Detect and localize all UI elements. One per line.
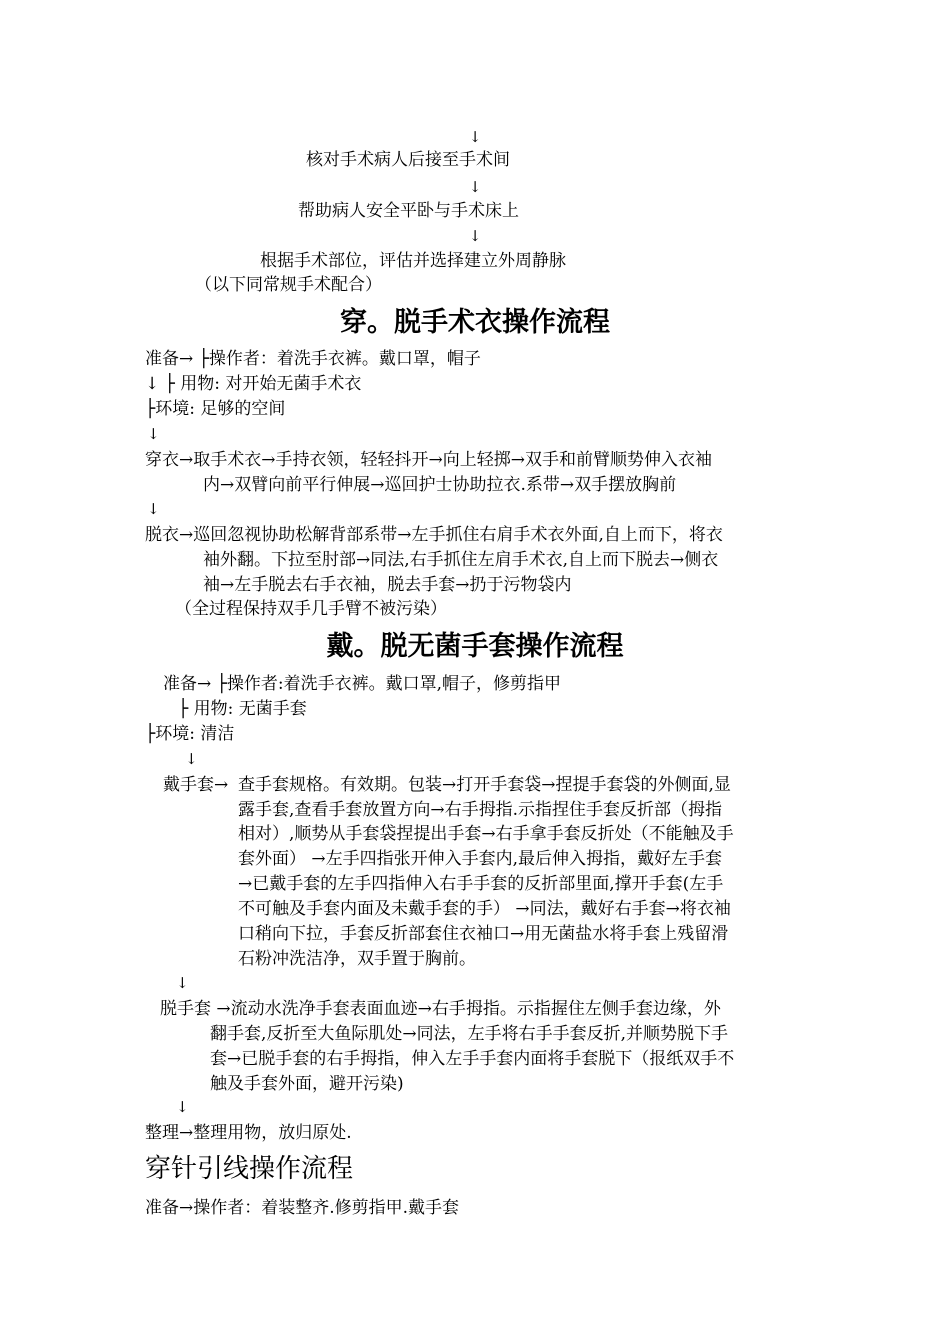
suture-prep-operator: 准备→操作者：着装整齐.修剪指甲.戴手套: [145, 1198, 460, 1218]
gown-don-line-1: 穿衣→取手术衣→手持衣领，轻轻抖开→向上轻掷→双手和前臂顺势伸入衣袖: [145, 450, 712, 470]
gown-doff-line-3: 袖→左手脱去右手衣袖，脱去手套→扔于污物袋内: [203, 575, 572, 595]
gown-prep-environment: ├环境: 足够的空间: [145, 399, 286, 419]
gloves-don-line-3: 相对）,顺势从手套袋捏提出手套→右手拿手套反折处（不能触及手: [238, 824, 734, 844]
flow-note: （以下同常规手术配合）: [195, 275, 382, 295]
flow-arrow: ↓: [147, 425, 160, 443]
gloves-don-line-1: 查手套规格。有效期。包装→打开手套袋→捏提手套袋的外侧面,显: [238, 775, 731, 795]
flow-arrow: ↓: [468, 227, 482, 245]
gloves-don-line-2: 露手套,查看手套放置方向→右手拇指.示指捏住手套反折部（拇指: [238, 800, 723, 820]
flow-step-iv-access: 根据手术部位，评估并选择建立外周静脉: [260, 251, 566, 271]
flow-arrow: ↓: [185, 750, 198, 768]
gown-note: （全过程保持双手几手臂不被污染）: [175, 599, 447, 619]
gown-doff-line-1: 脱衣→巡回忽视协助松解背部系带→左手抓住右肩手术衣外面,自上而下，将衣: [145, 525, 723, 545]
gloves-doff-line-3: 套→已脱手套的右手拇指，伸入左手手套内面将手套脱下（报纸双手不: [210, 1049, 735, 1069]
gloves-don-label: 戴手套→: [163, 775, 229, 795]
gloves-don-line-6: 不可触及手套内面及未戴手套的手） →同法，戴好右手套→将衣袖: [238, 899, 731, 919]
flow-arrow: ↓: [176, 974, 189, 992]
gloves-tidy: 整理→整理用物，放归原处.: [145, 1123, 352, 1143]
gown-prep-operator: 准备→ ├操作者：着洗手衣裤。戴口罩，帽子: [145, 349, 481, 369]
flow-step-position-patient: 帮助病人安全平卧与手术床上: [298, 201, 519, 221]
flow-arrow: ↓: [468, 128, 482, 146]
section-title-gown: 穿。脱手术衣操作流程: [340, 307, 610, 338]
gloves-doff-line-4: 触及手套外面，避开污染): [210, 1074, 404, 1094]
section-title-suture: 穿针引线操作流程: [145, 1154, 354, 1184]
gloves-prep-operator: 准备→ ├操作者:着洗手衣裤。戴口罩,帽子，修剪指甲: [163, 674, 562, 694]
gloves-doff-line-1: 脱手套 →流动水洗净手套表面血迹→右手拇指。示指握住左侧手套边缘，外: [160, 999, 721, 1019]
flow-arrow: ↓: [147, 500, 160, 518]
gloves-don-line-8: 石粉冲洗洁净，双手置于胸前。: [238, 949, 476, 969]
gloves-prep-supplies: ├ 用物: 无菌手套: [178, 699, 307, 719]
gloves-doff-line-2: 翻手套,反折至大鱼际肌处→同法，左手将右手手套反折,并顺势脱下手: [210, 1024, 729, 1044]
gloves-prep-environment: ├环境: 清洁: [145, 724, 235, 744]
gown-doff-line-2: 袖外翻。下拉至肘部→同法,右手抓住左肩手术衣,自上而下脱去→侧衣: [203, 550, 719, 570]
gloves-don-line-5: →已戴手套的左手四指伸入右手手套的反折部里面,撑开手套(左手: [238, 874, 724, 894]
gown-don-line-2: 内→双臂向前平行伸展→巡回护士协助拉衣.系带→双手摆放胸前: [203, 475, 677, 495]
gloves-don-line-4: 套外面） →左手四指张开伸入手套内,最后伸入拇指，戴好左手套: [238, 849, 723, 869]
gloves-don-line-7: 口稍向下拉，手套反折部套住衣袖口→用无菌盐水将手套上残留滑: [238, 924, 729, 944]
gown-prep-supplies: ↓ ├ 用物: 对开始无菌手术衣: [145, 374, 362, 394]
flow-step-verify-patient: 核对手术病人后接至手术间: [306, 150, 510, 170]
section-title-gloves: 戴。脱无菌手套操作流程: [326, 631, 624, 662]
flow-arrow: ↓: [176, 1098, 189, 1116]
flow-arrow: ↓: [468, 178, 482, 196]
